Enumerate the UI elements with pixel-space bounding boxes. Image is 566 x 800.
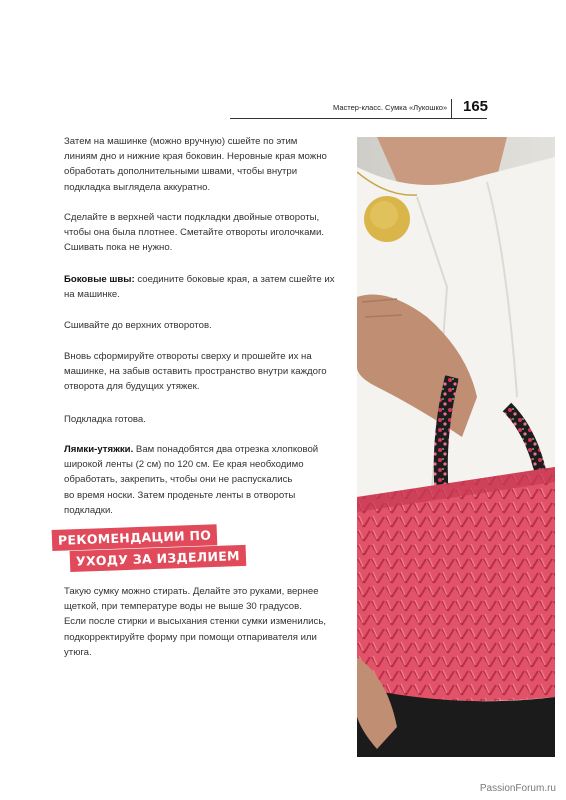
paragraph-straps: [64, 442, 349, 518]
text-line: обработать дополнительными швами, чтобы внутри: [64, 166, 298, 178]
watermark: PassionForum.ru: [479, 783, 556, 794]
text-line: Затем на машинке (можно вручную) сшейте по этим: [64, 136, 298, 147]
text-line: Сшивайте до верхних отворотов.: [64, 320, 212, 331]
text-line: во время носки. Затем проденьте ленты в отвороты: [64, 489, 296, 501]
text-line: щеткой, при температуре воды не выше 30 градусов.: [64, 601, 302, 613]
paragraph-1: [64, 134, 349, 195]
paragraph-4: [64, 318, 349, 333]
heading-badge: РЕКОМЕНДАЦИИ ПО: [52, 524, 218, 551]
text-line: на машинке.: [64, 289, 120, 301]
text-line: соедините боковые края, а затем сшейте их: [134, 274, 335, 285]
text-line: Вновь сформируйте отвороты сверху и прошейте их на: [64, 351, 312, 362]
text-line: подкладки.: [64, 504, 113, 516]
text-line: утюга.: [64, 646, 92, 658]
page-number: 165: [463, 98, 489, 115]
header-rule: [230, 118, 487, 119]
text-line: обработать, закрепить, чтобы они не распускались: [64, 474, 293, 486]
photo-illustration: [357, 137, 555, 757]
running-header-title: Мастер-класс. Сумка «Лукошко»: [333, 103, 448, 112]
paragraph-6: [64, 412, 349, 427]
paragraph-side-seams: [64, 272, 349, 302]
straps-label: Лямки-утяжки.: [64, 444, 134, 455]
paragraph-5: [64, 349, 349, 395]
text-line: отворота для будущих утяжек.: [64, 381, 200, 393]
text-line: широкой ленты (2 см) по 120 см. Ее края необходимо: [64, 459, 304, 471]
text-line: Сшивать пока не нужно.: [64, 242, 173, 254]
recommendations-text: [64, 584, 349, 660]
side-seams-label: Боковые швы:: [64, 274, 135, 285]
header-divider: [451, 99, 452, 119]
paragraph-2: [64, 210, 349, 256]
text-line: линиям дно и нижние края боковин. Неровные края можно: [64, 151, 327, 163]
text-line: Сделайте в верхней части подкладки двойные отвороты,: [64, 212, 320, 223]
text-line: Если после стирки и высыхания стенки сумки изменились,: [64, 616, 327, 628]
heading-badge: УХОДУ ЗА ИЗДЕЛИЕМ: [70, 545, 247, 572]
text-line: чтобы она была плотнее. Сметайте отвороты иголочками.: [64, 227, 325, 239]
text-line: машинке, на забыв оставить пространство внутри каждого: [64, 366, 327, 378]
text-line: Вам понадобятся два отрезка хлопковой: [133, 444, 319, 455]
text-line: подкладка выглядела аккуратно.: [64, 181, 211, 193]
text-line: подкорректируйте форму при помощи отпаривателя или: [64, 631, 317, 643]
text-line: Подкладка готова.: [64, 414, 146, 425]
product-photo: [357, 137, 555, 757]
text-line: Такую сумку можно стирать. Делайте это руками, вернее: [64, 586, 319, 597]
